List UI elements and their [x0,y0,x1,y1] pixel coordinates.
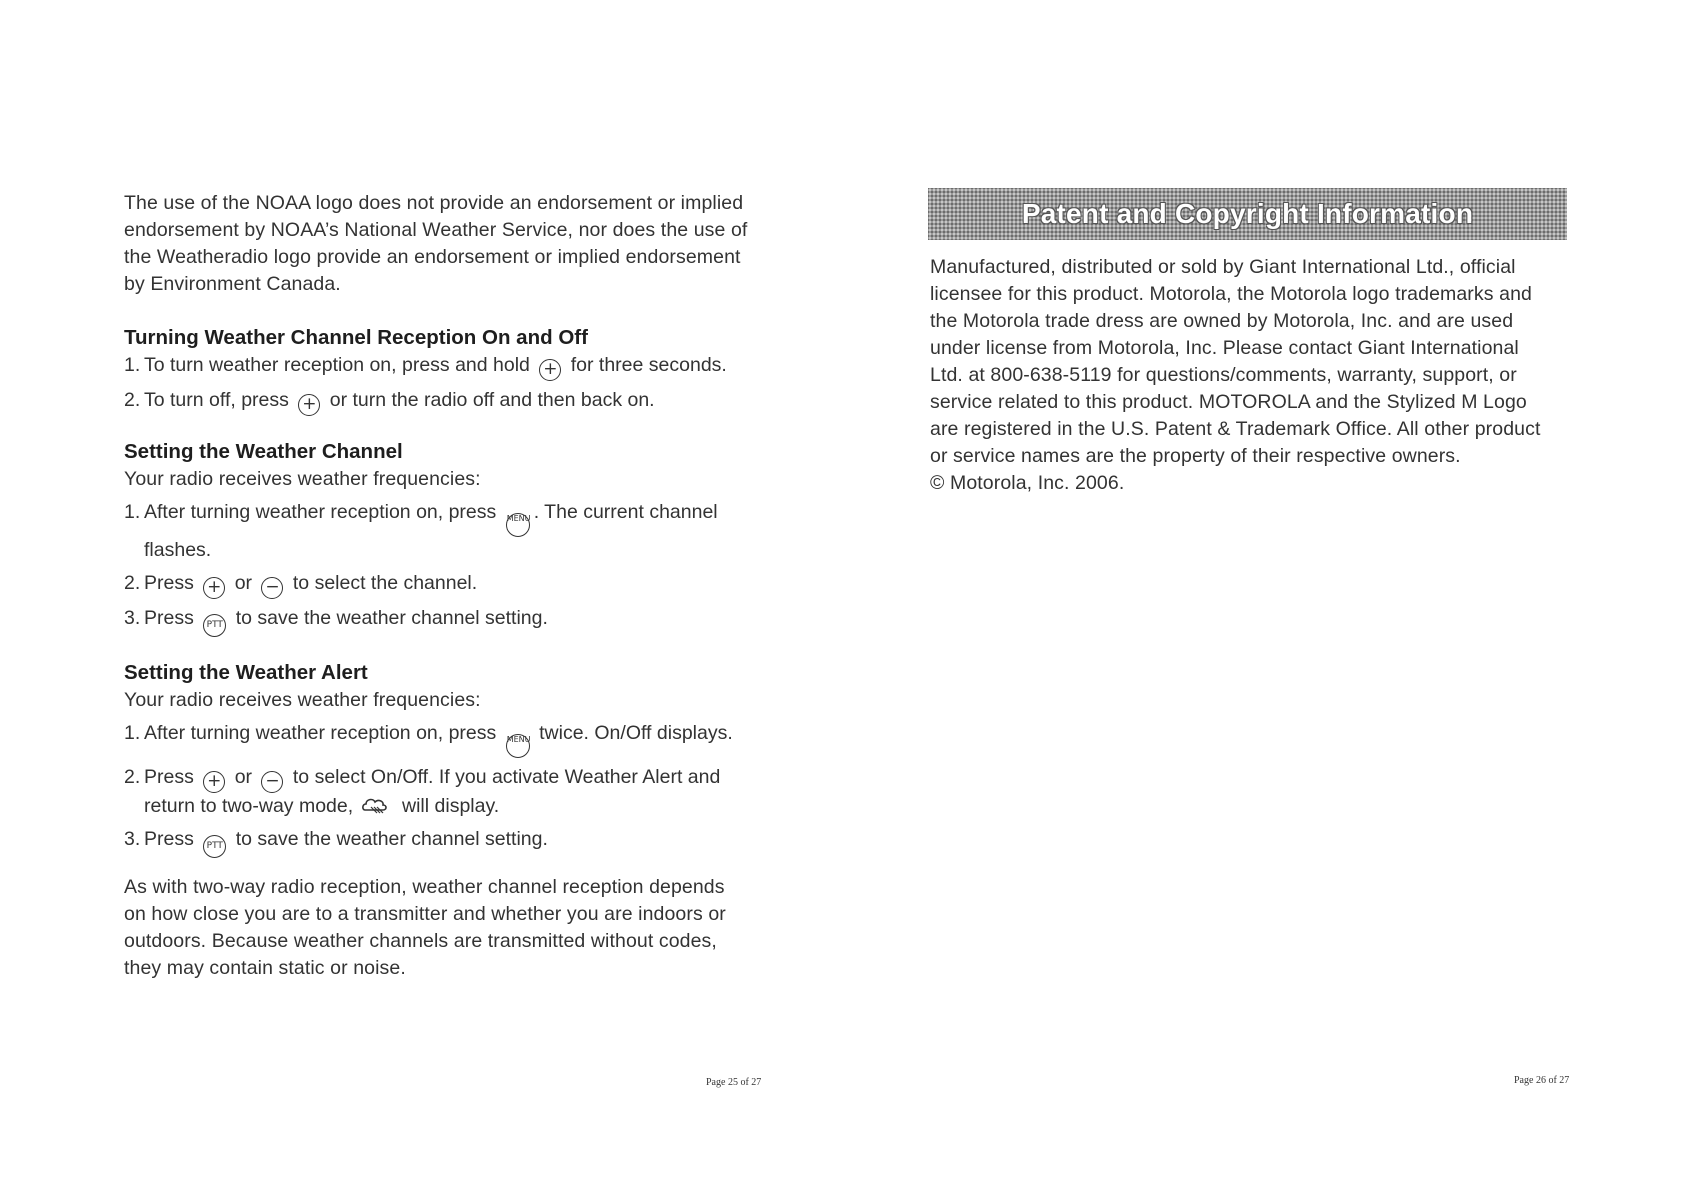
left-page [124,190,764,982]
patent-line: Manufactured, distributed or sold by Giant International Ltd., official [930,256,1516,278]
section-heading: Turning Weather Channel Reception On and Off [124,326,588,349]
step-item [124,499,764,564]
noaa-disclaimer [124,190,764,298]
step-number: 1. [124,501,141,523]
step-number: 2. [124,572,141,594]
section-weather-alert [124,659,764,858]
step-text: To turn weather reception on, press and hold [144,354,530,376]
disclaimer-line: by Environment Canada. [124,273,341,295]
step-item [124,720,764,758]
plus-button-icon: + [298,394,320,416]
step-text: to select the channel. [292,572,478,594]
step-text: or [234,572,253,594]
disclaimer-line: endorsement by NOAA’s National Weather Service, nor does the use of [124,219,748,241]
plus-button-icon: + [203,577,225,599]
disclaimer-line: the Weatheradio logo provide an endorsement or implied endorsement [124,246,741,268]
patent-line: are registered in the U.S. Patent & Trademark Office. All other product [930,418,1541,440]
step-number: 2. [124,389,141,411]
section-intro: Your radio receives weather frequencies: [124,689,481,711]
step-text: . The current channel [533,501,718,523]
step-text: or [234,766,253,788]
step-number: 3. [124,607,141,629]
patent-line: service related to this product. MOTOROLA and the Stylized M Logo [930,391,1527,413]
step-text: twice. On/Off displays. [539,722,733,744]
closing-line: As with two-way radio reception, weather channel reception depends [124,876,725,898]
step-text: Press [144,572,194,594]
closing-line: they may contain static or noise. [124,957,406,979]
step-item [124,826,764,858]
step-text: To turn off, press [144,389,289,411]
step-item [124,387,764,416]
step-number: 1. [124,354,141,376]
ptt-button-icon: PTT [203,614,226,637]
patent-line: or service names are the property of their respective owners. [930,445,1461,467]
step-text: to select On/Off. If you activate Weather Alert and [292,766,721,788]
step-item [124,570,764,599]
page-number-right: Page 26 of 27 [1514,1075,1570,1086]
menu-button-icon: MENU [506,734,530,758]
step-text: will display. [402,795,500,817]
plus-button-icon: + [203,771,225,793]
minus-button-icon: − [261,771,283,793]
right-page [930,188,1560,497]
closing-line: outdoors. Because weather channels are transmitted without codes, [124,930,717,952]
ptt-button-icon: PTT [203,835,226,858]
section-reception-on-off [124,324,764,416]
section-heading: Setting the Weather Alert [124,661,368,684]
step-text: to save the weather channel setting. [235,828,548,850]
patent-line: the Motorola trade dress are owned by Motorola, Inc. and are used [930,310,1514,332]
section-intro: Your radio receives weather frequencies: [124,468,481,490]
patent-line: licensee for this product. Motorola, the Motorola logo trademarks and [930,283,1532,305]
step-item [124,352,764,381]
patent-copyright-text [930,254,1560,497]
banner-title: Patent and Copyright Information [1021,198,1474,229]
copyright-line: © Motorola, Inc. 2006. [930,472,1125,494]
plus-button-icon: + [539,359,561,381]
section-banner [928,188,1567,240]
closing-line: on how close you are to a transmitter and whether you are indoors or [124,903,726,925]
step-number: 3. [124,828,141,850]
step-text: Press [144,607,194,629]
step-text: for three seconds. [570,354,727,376]
step-item [124,764,764,820]
menu-button-icon: MENU [506,513,530,537]
step-text: After turning weather reception on, press [144,722,497,744]
patent-line: under license from Motorola, Inc. Please contact Giant International [930,337,1519,359]
step-text: flashes. [144,539,212,561]
step-number: 2. [124,766,141,788]
patent-line: Ltd. at 800-638-5119 for questions/comments, warranty, support, or [930,364,1517,386]
step-text: After turning weather reception on, press [144,501,497,523]
step-text: Press [144,828,194,850]
step-text: or turn the radio off and then back on. [329,389,655,411]
step-number: 1. [124,722,141,744]
step-text: Press [144,766,194,788]
section-weather-channel [124,438,764,637]
disclaimer-line: The use of the NOAA logo does not provide an endorsement or implied [124,192,744,214]
step-text: to save the weather channel setting. [235,607,548,629]
weather-alert-icon [361,796,395,816]
page-number-left: Page 25 of 27 [706,1077,762,1088]
section-heading: Setting the Weather Channel [124,440,403,463]
step-text: return to two-way mode, [144,795,354,817]
closing-paragraph [124,874,764,982]
minus-button-icon: − [261,577,283,599]
step-item [124,605,764,637]
